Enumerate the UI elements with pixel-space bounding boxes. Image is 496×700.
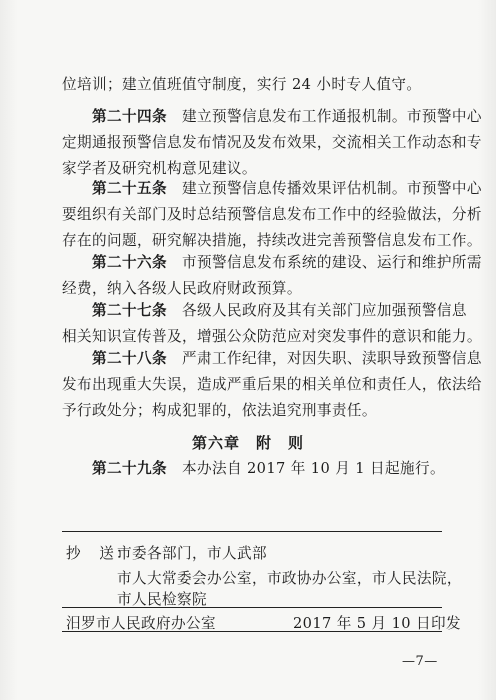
cc-label: 抄 送： — [66, 545, 133, 562]
article-number: 第二十六条 — [92, 254, 167, 271]
article-29: 第二十九条 本办法自 2017 年 10 月 1 日起施行。 — [92, 460, 445, 477]
cc-line: 市人大常委会办公室，市政协办公室，市人民法院， — [117, 570, 462, 587]
cc-line: 市委各部门，市人武部 — [117, 545, 267, 562]
divider-bottom — [62, 631, 442, 632]
article-27: 第二十七条 各级人民政府及其有关部门应加强预警信息 相关知识宣传普及，增强公众防范应对突发事件的意识和能力。 — [62, 302, 482, 345]
article-26: 第二十六条 市预警信息发布系统的建设、运行和维护所需 经费，纳入各级人民政府财政预算。 — [62, 254, 482, 297]
article-number: 第二十四条 — [92, 108, 167, 125]
paragraph-continuation: 位培训；建立值班值守制度，实行 24 小时专人值守。 — [62, 76, 422, 93]
article-number: 第二十七条 — [92, 302, 167, 319]
divider-top — [62, 531, 442, 532]
article-28: 第二十八条 严肃工作纪律，对因失职、渎职导致预警信息 发布出现重大失误，造成严重后果的相关单位和责任人，依法给 予行政处分；构成犯罪的，依法追究刑事责任。 — [62, 350, 482, 419]
page-number: —7— — [402, 654, 438, 669]
article-24: 第二十四条 建立预警信息发布工作通报机制。市预警中心 定期通报预警信息发布情况及发布效果，交流相关工作动态和专 家学者及研究机构意见建议。 — [62, 108, 482, 177]
article-number: 第二十五条 — [92, 180, 167, 197]
cc-line: 市人民检察院 — [117, 591, 207, 608]
issue-date: 2017 年 5 月 10 日印发 — [293, 615, 461, 632]
chapter-title: 第六章 附 则 — [191, 434, 304, 452]
article-25: 第二十五条 建立预警信息传播效果评估机制。市预警中心 要组织有关部门及时总结预警信息发布工作中的经验做法，分析 存在的问题，研究解决措施，持续改进完善预警信息发布工作。 — [62, 180, 482, 249]
article-number: 第二十九条 — [92, 460, 167, 477]
divider-middle — [62, 607, 442, 608]
article-number: 第二十八条 — [92, 350, 167, 367]
issuing-office: 汨罗市人民政府办公室 — [66, 615, 216, 632]
